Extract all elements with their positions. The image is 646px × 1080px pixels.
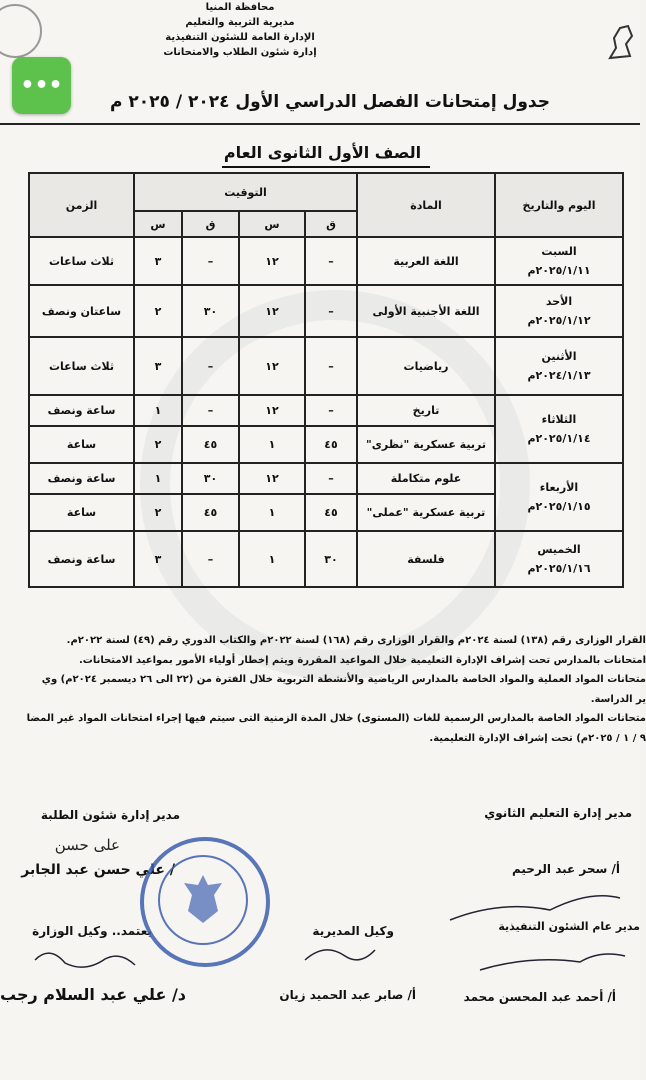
day-name: السبت bbox=[541, 245, 577, 258]
note-line: ٩ / ١ / ٢٠٢٥م) تحت إشراف الإدارة التعليمية. bbox=[429, 732, 646, 744]
official-stamp bbox=[140, 837, 270, 967]
to-minutes-cell: ٤٥ bbox=[182, 494, 239, 531]
exam-date: ٢٠٢٥/١/١٦م bbox=[527, 562, 591, 575]
to-hours-cell: ٣ bbox=[134, 531, 182, 587]
header-governorate: محافظة المنيا bbox=[205, 2, 275, 13]
note-line: متحانات المواد الخاصة بالمدارس الرسمية للغات (المستوى) خلال المدة الزمنية التى سيتم فيها إجراء امتحانات المواد غير المضا bbox=[26, 713, 646, 724]
schedule-row bbox=[29, 237, 623, 285]
from-minutes-cell: ٣٠ bbox=[305, 531, 357, 587]
schedule-row bbox=[29, 531, 623, 587]
document-title: جدول إمتحانات الفصل الدراسي الأول ٢٠٢٤ / ٢٠٢٥ م bbox=[110, 92, 550, 112]
from-minutes-cell: – bbox=[305, 237, 357, 285]
header-to-hours: س bbox=[134, 211, 182, 237]
duration-cell: ثلاث ساعات bbox=[29, 237, 134, 285]
to-hours-cell: ١ bbox=[134, 463, 182, 494]
subject-cell: تاريخ bbox=[357, 395, 495, 426]
header-duration: الزمن bbox=[29, 173, 134, 237]
from-minutes-cell: – bbox=[305, 285, 357, 337]
secondary-education-name: أ/ سحر عبد الرحيم bbox=[511, 862, 620, 876]
student-affairs-name: / علي حسن عبد الجابر bbox=[21, 862, 175, 878]
day-date-cell bbox=[495, 531, 623, 587]
more-options-button[interactable] bbox=[12, 57, 71, 114]
title-divider bbox=[0, 123, 640, 125]
exam-date: ٢٠٢٤/١/١٣م bbox=[527, 369, 591, 382]
to-hours-cell: ٢ bbox=[134, 285, 182, 337]
from-hours-cell: ١٢ bbox=[239, 285, 305, 337]
from-hours-cell: ١٢ bbox=[239, 463, 305, 494]
day-name: الخميس bbox=[537, 543, 581, 556]
more-dots-icon: ••• bbox=[20, 73, 63, 98]
to-hours-cell: ٣ bbox=[134, 337, 182, 395]
header-subject: المادة bbox=[357, 173, 495, 237]
schedule-row bbox=[29, 463, 623, 494]
day-date-cell bbox=[495, 237, 623, 285]
subtitle-underline bbox=[222, 166, 430, 168]
secondary-education-title: مدير إدارة التعليم الثانوي bbox=[484, 806, 632, 820]
to-minutes-cell: – bbox=[182, 531, 239, 587]
from-hours-cell: ١ bbox=[239, 426, 305, 463]
header-admin: إدارة شئون الطلاب والامتحانات bbox=[163, 47, 317, 58]
eagle-emblem-icon bbox=[178, 871, 228, 927]
schedule-row bbox=[29, 337, 623, 395]
deputy-directorate-name: أ/ صابر عبد الحميد زيان bbox=[279, 988, 416, 1002]
duration-cell: ساعة ونصف bbox=[29, 395, 134, 426]
executive-affairs-name: أ/ أحمد عبد المحسن محمد bbox=[463, 990, 616, 1004]
day-date-cell bbox=[495, 463, 623, 531]
directorate-logo bbox=[0, 4, 42, 58]
from-hours-cell: ١٢ bbox=[239, 237, 305, 285]
header-general-admin: الإدارة العامة للشئون التنفيذية bbox=[165, 32, 315, 43]
student-affairs-signature: على حسن bbox=[54, 836, 120, 854]
grade-subtitle: الصف الأول الثانوى العام bbox=[223, 143, 422, 162]
notes-block bbox=[0, 631, 646, 748]
from-minutes-cell: – bbox=[305, 463, 357, 494]
from-minutes-cell: ٤٥ bbox=[305, 426, 357, 463]
to-minutes-cell: ٣٠ bbox=[182, 463, 239, 494]
duration-cell: ساعة bbox=[29, 494, 134, 531]
to-minutes-cell: – bbox=[182, 337, 239, 395]
to-minutes-cell: ٤٥ bbox=[182, 426, 239, 463]
from-hours-cell: ١ bbox=[239, 531, 305, 587]
from-minutes-cell: – bbox=[305, 337, 357, 395]
day-date-cell bbox=[495, 285, 623, 337]
exam-date: ٢٠٢٥/١/١٤م bbox=[527, 432, 591, 445]
to-minutes-cell: – bbox=[182, 237, 239, 285]
duration-cell: ثلاث ساعات bbox=[29, 337, 134, 395]
exam-schedule-table bbox=[28, 172, 624, 588]
header-directorate: مديرية التربية والتعليم bbox=[185, 17, 295, 28]
student-affairs-title: مدير إدارة شئون الطلبة bbox=[40, 808, 180, 822]
schedule-row bbox=[29, 395, 623, 426]
exam-date: ٢٠٢٥/١/١٥م bbox=[527, 500, 591, 513]
from-minutes-cell: – bbox=[305, 395, 357, 426]
note-line: القرار الوزارى رقم (١٣٨) لسنة ٢٠٢٤م والقرار الوزارى رقم (١٦٨) لسنة ٢٠٢٢م والكتاب الدوري رقم (٤٩) لسنة ٢٠٢٢م. bbox=[66, 635, 646, 646]
header-from-minutes: ق bbox=[305, 211, 357, 237]
executive-affairs-title: مدير عام الشئون التنفيذية bbox=[498, 920, 640, 933]
header-block bbox=[140, 0, 340, 60]
ministry-logo bbox=[606, 18, 636, 64]
header-timing: التوقيت bbox=[134, 173, 357, 211]
to-hours-cell: ٢ bbox=[134, 426, 182, 463]
duration-cell: ساعة bbox=[29, 426, 134, 463]
subject-cell: رياضيات bbox=[357, 337, 495, 395]
day-name: الأثنين bbox=[541, 350, 577, 363]
day-name: الأحد bbox=[545, 295, 573, 308]
duration-cell: ساعة ونصف bbox=[29, 463, 134, 494]
header-to-minutes: ق bbox=[182, 211, 239, 237]
note-line: ير الدراسة. bbox=[590, 693, 646, 705]
day-date-cell bbox=[495, 337, 623, 395]
day-name: الأربعاء bbox=[539, 481, 579, 494]
schedule-row bbox=[29, 285, 623, 337]
deputy-directorate-signature bbox=[300, 940, 380, 970]
approval-title: يعتمد.. وكيل الوزارة bbox=[32, 924, 152, 938]
duration-cell: ساعتان ونصف bbox=[29, 285, 134, 337]
to-hours-cell: ٢ bbox=[134, 494, 182, 531]
subject-cell: فلسفة bbox=[357, 531, 495, 587]
day-name: الثلاثاء bbox=[541, 413, 577, 426]
note-line: متحانات المواد العملية والمواد الخاصة بالمدارس الرياضية والأنشطة التربوية خلال الفترة من (٢٢ الى ٢٦ ديسمبر ٢٠٢٤م) وي bbox=[41, 674, 646, 685]
exam-date: ٢٠٢٥/١/١١م bbox=[527, 264, 591, 277]
from-hours-cell: ١ bbox=[239, 494, 305, 531]
undersecretary-signature bbox=[30, 945, 140, 975]
subject-cell: علوم متكاملة bbox=[357, 463, 495, 494]
deputy-directorate-title: وكيل المديرية bbox=[312, 924, 394, 938]
subject-cell: اللغة العربية bbox=[357, 237, 495, 285]
to-hours-cell: ٣ bbox=[134, 237, 182, 285]
to-minutes-cell: – bbox=[182, 395, 239, 426]
subject-cell: اللغة الأجنبية الأولى bbox=[357, 285, 495, 337]
header-from-hours: س bbox=[239, 211, 305, 237]
to-minutes-cell: ٣٠ bbox=[182, 285, 239, 337]
day-date-cell bbox=[495, 395, 623, 463]
undersecretary-name: د/ علي عبد السلام رجب bbox=[0, 985, 187, 1004]
subject-cell: تربية عسكرية "نظرى" bbox=[357, 426, 495, 463]
exam-date: ٢٠٢٥/١/١٢م bbox=[527, 314, 591, 327]
from-minutes-cell: ٤٥ bbox=[305, 494, 357, 531]
to-hours-cell: ١ bbox=[134, 395, 182, 426]
duration-cell: ساعة ونصف bbox=[29, 531, 134, 587]
header-day-date: اليوم والتاريخ bbox=[495, 173, 623, 237]
from-hours-cell: ١٢ bbox=[239, 337, 305, 395]
note-line: امتحانات بالمدارس تحت إشراف الإدارة التعليمية خلال المواعيد المقررة ويتم إخطار أولياء الأمور بمواعيد الامتحانات. bbox=[78, 654, 646, 666]
subject-cell: تربية عسكرية "عملى" bbox=[357, 494, 495, 531]
from-hours-cell: ١٢ bbox=[239, 395, 305, 426]
